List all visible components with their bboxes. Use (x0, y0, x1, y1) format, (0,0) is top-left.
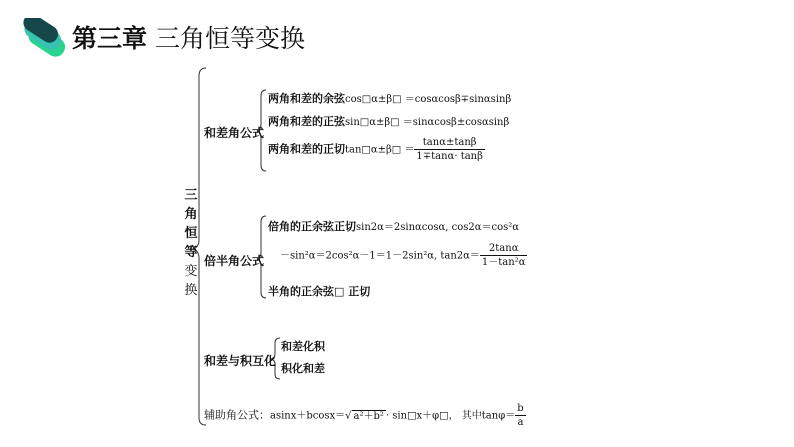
tan-sum-fraction: $\frac{\tan\alpha\pm\tan\beta}{1\mp\tan\alpha\cdot \tan\beta}$ (416, 137, 483, 162)
sum-diff-title: 和差角公式 (204, 126, 265, 140)
root-topic: 三 角 恒 等 变 换 (184, 188, 198, 298)
auxiliary-angle-formula: 辅助角公式：asinx＋bcosx＝√ a²＋b² · sin□x＋φ□， 其中tanφ＝ $\frac{b}{a}$ (204, 403, 524, 428)
sqrt-radicand: a²＋b² (353, 410, 384, 422)
product-to-sum-item: 积化和差 (281, 362, 325, 375)
double-angle-line2: －sin²α＝2cos²α－1＝1－2sin²α, tan2α＝ $\frac{2\tan\alpha}{\text{1－tan²α}}$ (280, 243, 526, 268)
chapter-logo-icon (20, 18, 70, 60)
tan-double-fraction: $\frac{2\tan\alpha}{\text{1－tan²α}}$ (481, 243, 526, 268)
half-angle-row: 半角的正余弦□ 正切 (268, 285, 371, 298)
sum-to-product-item: 和差化积 (281, 340, 325, 353)
double-half-title: 倍半角公式 (204, 254, 265, 268)
tan-phi-fraction: $\frac{b}{a}$ (517, 403, 524, 428)
chapter-number: 第三章 (72, 24, 148, 53)
cos-sum-formula: 两角和差的余弦cos□α±β□ ＝cosαcosβ∓sinαsinβ (268, 92, 512, 105)
chapter-name: 三角恒等变换 (155, 24, 306, 53)
chapter-title (72, 24, 305, 54)
product-sum-title: 和差与积互化 (204, 354, 277, 368)
double-angle-line1: 倍角的正余弦正切sin2α＝2sinαcosα, cos2α＝cos²α (268, 220, 520, 233)
tan-sum-formula: 两角和差的正切tan□α±β□ ＝ $\frac{\tan\alpha\pm\tan\beta}{1\mp\tan\alpha\cdot \tan\beta}$ (268, 137, 483, 162)
sin-sum-formula: 两角和差的正弦sin□α±β□ ＝sinαcosβ±cosαsinβ (268, 115, 510, 128)
